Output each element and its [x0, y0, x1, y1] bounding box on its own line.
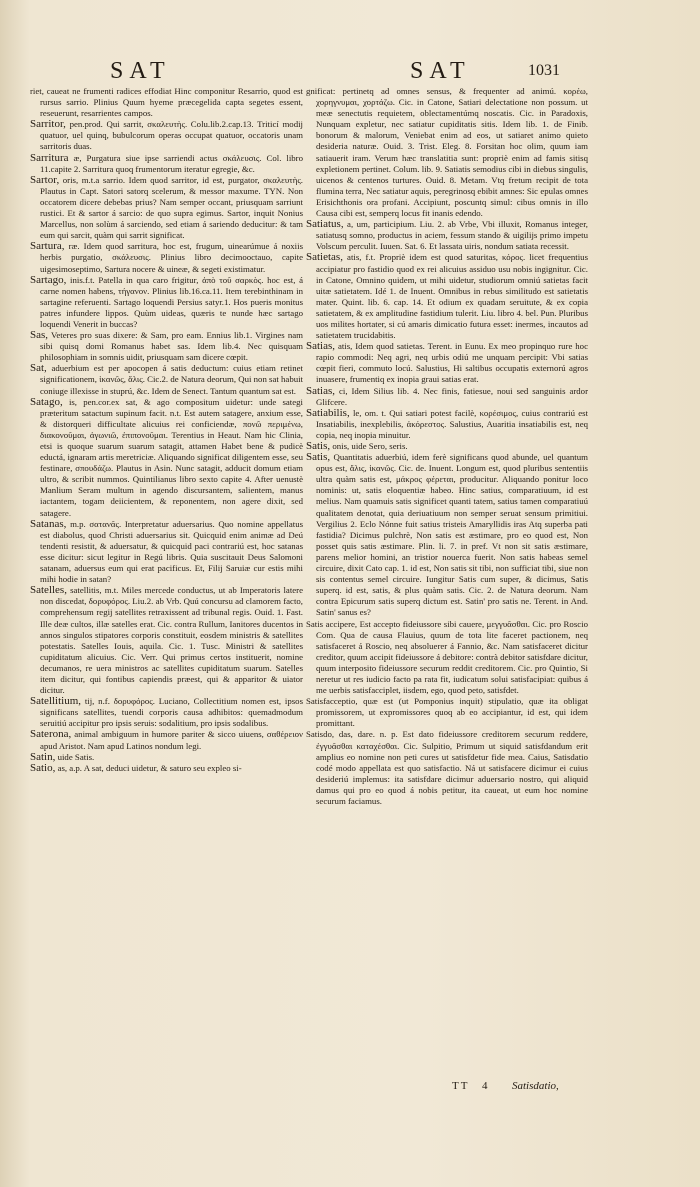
entry-text: atis, f.t. Propriè idem est quod saturitas, κόρος. licet frequentius accipiatur pro fastidio quod ex rei alicuius assiduo usu nobis ingignitur. Cic. in Catone, Omnino quidem, ut mihi uidetur, studiorum omniú satietas facit uitæ satietatem. Idé 1. de Inuent. Omnibus in rebus similitudo est satietatis mater. Quint. lib. 6. cap. 14. Et odium ex quadam seruitute, & ex copia satietatem, & ex amplitudine fastidium tulerit. Liu. libro 4. bel. Pun. Pluribus uos milites hortater, si cú amaris dimicatio futura esset: inermes, incautos ad satietatem trucidabitis. — [316, 252, 589, 341]
entry-text: is, pen.cor.ex sat, & ago compositum uidetur: unde sategi præteritum satactum supinum facit. n.t. Est autem satagere, anxium esse, & distorqueri difficultate alicuius rei conficiendæ, πονῶ περιμένω, διακονοῦμαι, ἀγωνιῶ, ἐπιπονοῦμαι. Terentius in Heaut. Nam hic Clinia, etsi is quoque suarum suarum satagit, attamen Habet bene & pudicè eductá, ignaram artis meretriciæ. Aliquando significat diligentem esse, seu festinare, σπουδάζω. Plautus in Asin. Nunc satagit, adducit domum etiam ultro, & scribit nummos. Quintilianus libro sexto capite 4. After uenustè Manlium Seram multum in agendo discursantem, salientem, manus iactantem, togam deiicientem, & reponentem, non agere dixit, sed satagere. — [40, 396, 303, 518]
entry-text: oris, m.t.a sarrio. Idem quod sarritor, id est, purgator, σκαλευτὴς. Plautus in Capt. Satori satorq scelerum, & messor maxume. TYN. Non occatorem dicere debebas prius? Nam semper occant, priusquam sarriunt rustici. Et & sartor á sarcio: de quo supra egimus. Sartor, inquit Nonius Marcellus, non solùm á sarciendo, sed etiam á sariendo deducitur: & tam eum qui sarcit, quàm qui sarrit significat. — [40, 174, 303, 241]
dictionary-entry — [30, 330, 303, 363]
entry-text: gnificat: pertinetq ad omnes sensus, & frequenter ad animú. κορέω, χορηγνυμαι, χορτάζω. Cic. in Catone, Satiari delectatione non possum. ut meæ senectutis requietem, oblectamentúmq noscatis. Cic. in Paradoxis, Nunquam expletur, nec satiatur cupiditatis sitis. Idem lib. 1. de Finib. bonorum & malorum, Veniebat enim ad eos, ut satiaret animo quieto desideria naturæ. Ouid. 3. Trist. Eleg. 8. Forsitan hoc olim, quum iam satiauerit iram. Verum hæc translatitia sunt: propriè enim ad famis sitisq expletionem pertinet. Colum. lib. 9. Satiatis semodius cibi in diebus singulis, uicenos & centenos turtures. Ouid. 8. Metam. Vtq fretum recipit de tota flumina terra, Nec satiatur aquis, peregrinosq ebibit amnes: Sic epulas omnes Erisichthonis ora profani. Accipiunt, poscuntq simul: cibus omnis in illo Causa cibi est, semperq locus fit inanis edendo. — [306, 86, 588, 219]
dictionary-entry — [30, 241, 303, 274]
dictionary-entry — [30, 86, 303, 119]
dictionary-entry — [30, 696, 303, 729]
page-number: 1031 — [528, 62, 560, 79]
entry-headword: Satis, — [306, 440, 331, 452]
entry-text: æ, Purgatura siue ipse sarriendi actus σκάλευσις. Col. libro 11.capite 2. Sarritura quoq frumentorum iteratur egregie, &c. — [40, 152, 304, 174]
dictionary-entry — [306, 86, 588, 219]
entry-text: Satisfacceptio, quæ est (ut Pomponius inquit) stipulatio, quæ ita obligat promissorem, ut expromissores quoq ab eo accipiantur, id est, qui idem promittant. — [306, 696, 588, 729]
dictionary-entry — [306, 252, 588, 341]
entry-text: inis.f.t. Patella in qua caro frigitur, ἀπὸ τοῦ σαρκὸς. hoc est, á carne nomen habens, τήγανον. Plinius lib.16.ca.11. Item terebinthinam in sartagine referuenti. Sartago loquendi Persius satyr.1. Hos pueris monitus patres infundere lippos. Quùm uideas, quæris te nunde hæc sartago loquendi Venerit in buccas? — [40, 274, 303, 329]
dictionary-entry — [306, 341, 588, 385]
entry-text: a, um, participium. Liu. 2. ab Vrbe, Vbi illuxit, Romanus integer, satiatusq somno, productus in aciem, fessum stando & uigilijs primo impetu Volscum perculit. Iuuen. Sat. 6. Et lassata uiris, nondum satiata recessit. — [316, 219, 588, 252]
entry-headword: Satiabilis, — [306, 406, 350, 419]
entry-text: riet, caueat ne frumenti radices effodiat Hinc componitur Resarrio, quod est rursus sarrio. Plinius Quum hyeme præcegelida capta segetes essent, reseuerunt, resarrientes campos. — [30, 86, 303, 119]
entry-headword: Sartago, — [30, 273, 67, 286]
entry-text: atis, Idem quod satietas. Terent. in Eunu. Ex meo propinquo rure hoc rapio commodi: Neq agri, neq urbis odiú me unquam percipit: Vbi satias cœpit fieri, commuto locú. Salustius, Hi saltibus occupatis externorú agros inuasere, frumentiq ex inopia graui satias erat. — [316, 341, 588, 385]
entry-headword: Sartura, — [30, 240, 65, 253]
entry-headword: Sat, — [30, 362, 47, 375]
entry-text: Satisdo, das, dare. n. p. Est dato fideiussore creditorem securum reddere, ἐγγυᾶσθαι καταχέσθαι. Cic. Sulpitio, Primum ut siquid satisfdandum erit amplius eo nomine non peti cures ut satisfdetur fide mea. Caius, Satisdatio codé modo appellata est quo satisfactio. Ná ut satisfacere dicimur ei cuius desideriú implemus: ita satisfdare dicimur aduersario nostro, qui aliquid damus qui pro eo quod á nobis petitur, ita caueat, ut eum hoc nomine securum faciamus. — [306, 729, 588, 806]
entry-text: Veteres pro suas dixere: & Sam, pro eam. Ennius lib.1. Virgines nam sibi quisq domi Romanus habet sas. Idem lib.4. Nec quisquam philosophiam in somnis uidit, priusquam sam dicere cœpit. — [40, 330, 303, 363]
entry-text: ræ. Idem quod sarritura, hoc est, frugum, uinearúmue á noxiis herbis purgatio, σκάλευσις. Plinius libro decimooctauo, capite uigesimoseptimo, Sartura nocere & uineæ, & segeti existimatur. — [40, 241, 303, 274]
dictionary-entry — [30, 763, 303, 774]
entry-headword: Satiatus, — [306, 218, 344, 231]
dictionary-entry — [30, 363, 303, 396]
dictionary-entry — [306, 441, 588, 452]
entry-text: Satis accipere, Est accepto fideiussore sibi cauere, μεγγυᾶσθαι. Cic. pro Roscio Com. Qua de causa Flauius, quum de tota lite faceret pactionem, neq satisfaceret á Roscio, neq absoluerer á Fannio, &c. Nam satisfaceret dicitur creditor, quum accipit fideiussore á debitore: contrà debitor satisfdare dicitur, quum interposito fideiussore securum reddit creditorem. Cic. pro Quintio, Si neretur ut res iudicio facto pa rata fit, iudicatum solui satisfacipiat: quibus á me uerbis satisfacciplet, iisdem, ego, quod peto, satisfdet. — [306, 618, 588, 696]
entry-text: m.p. σατανᾶς. Interpretatur aduersarius. Quo nomine appellatus est diabolus, quod Christi aduersarius sit. Quicquid enim animæ ad Deú tendenti resistit, & aduersatur, & quicquid paci contrariú est, hoc satanas esse dicitur: sicut legitur in Regú libris. Quia suscitauit Deus Salomoni satanam, aduersus eum qui erat pacificus. Et, Filij Saruiæ cur estis mihi mihi hodie in satan? — [40, 518, 304, 585]
dictionary-entry — [30, 397, 303, 519]
entry-headword: Satellitium, — [30, 695, 82, 708]
dictionary-entry — [30, 119, 303, 152]
dictionary-entry — [30, 275, 303, 330]
entry-headword: Satis, — [306, 451, 331, 464]
entry-text: Quantitatis aduerbiú, idem ferè significans quod abunde, uel quantum opus est, ἅλις, ἱκανῶς. Cic. de. Inuent. Longum est, quod pluribus sententiis ultra quàm satis est, μάκρος φέρεται, producitur. Aliquando ponitur loco nominis: ut, satis eloquentiæ habeo. Hinc satius, comparatiuum, id est melius. Nam quamuis satis significet quanti tatem, satius tamen comparatiuú qualitatem denotat, quia deriuatiuum non semper seruat sensum primitiui. Vergilius 2. Eclo Nónne fuit satius tristeis Amaryllidis iras Atq superba pati fastidia? Dicimus pulchrè, Non satis est æstimare, pro eo quod est, Non posset quis satis æstimare. Plin. li. 7. in pref. Vt non sit satis æstimare, parens melior homini, an tristior nouerca fuerit. Non satis habeas semel circuire, dixit Cato cap. 1. id est, Non satis sit tibi, non sufficiat tibi, siue non sis contentus semel circuire. Iungitur Satis cum super, & dicimus, Satis superq. id est, satis, & plus quàm satis. Cic. 2. de Natura deorum. Nam contra Epicurum satis superq dictum est. Satin' pro satis ne. Terent. in And. Satin' sanus es? — [316, 452, 588, 618]
signature-mark: TT — [452, 1080, 470, 1092]
dictionary-entry — [30, 752, 303, 763]
left-running-head: SAT — [110, 58, 171, 84]
entry-headword: Satelles, — [30, 584, 67, 597]
entry-text: uide Satis. — [57, 751, 95, 762]
entry-headword: Saterona, — [30, 728, 72, 741]
entry-headword: Satio, — [30, 761, 56, 774]
entry-text: aduerbium est per apocopen á satis deductum: cuius etiam retinet significationem, ἱκανῶς, ἅλις. Cic.2. de Natura deorum, Qui non sat habuit coniuge illexisse in stuprú, &c. Idem de Senect. Tantum quantum sat est. — [40, 363, 303, 396]
left-column — [30, 86, 303, 774]
entry-headword: Satias, — [306, 340, 336, 353]
entry-headword: Sas, — [30, 329, 49, 342]
signature-number: 4 — [482, 1080, 488, 1092]
right-running-head: SAT — [410, 58, 471, 84]
catchword: Satisdatio, — [512, 1080, 559, 1092]
entry-text: tij, n.f. δορυφόρος. Luciano, Collectitium nomen est, ipsos significans satellites, tuendi corporis causa adhibitos: quemadmodum seruitiú accipitur pro ipsis seruis: sodalitium, pro ipsis sodalibus. — [40, 696, 303, 729]
entry-headword: Sarritor, — [30, 118, 66, 131]
dictionary-entry — [306, 619, 588, 697]
right-column — [306, 86, 588, 807]
entry-text: satellitis, m.t. Miles mercede conductus, ut ab Imperatoris latere non discedat, δορυφόρος. Liu.2. ab Vrb. Quú concursu ad clamorem facto, comprehensum regij satellites retraxissent ad tribunal regis. Ouid. 1. Fast. Ille deæ cultos, illæ satelles erat. Cic. contra Rullum, Ianitores ducentos in annos singulos stipatores corporis constituit, eosdem ministris & satellites potestatis. Satelles Iouis, aquila. Cic. 1. Tusc. Ministri & satellites cupiditatum alicuius. Cic. Verr. Qui primus certos instituerit, nomine decumanos, re uera ministros ac satellites cupiditatum suarum. Satelles item dicitur, qui fontibus capiendis præest, qui & apparitor & uiator dicitur. — [40, 585, 304, 696]
entry-headword: Satias, — [306, 384, 336, 397]
dictionary-entry — [306, 386, 588, 408]
dictionary-entry — [306, 696, 588, 729]
entry-headword: Satin, — [30, 750, 56, 763]
dictionary-entry — [306, 408, 588, 441]
dictionary-entry — [30, 585, 303, 696]
entry-text: onis, uide Sero, seris. — [332, 441, 408, 451]
entry-text: as, a.p. A sat, deduci uidetur, & saturo seu expleo si- — [57, 762, 242, 773]
entry-text: ci, Idem Silius lib. 4. Nec finis, fatiesue, noui sed sanguinis ardor Glifcere. — [316, 385, 589, 407]
dictionary-entry — [306, 729, 588, 807]
dictionary-entry — [306, 452, 588, 618]
page-footer — [380, 1080, 620, 1100]
dictionary-entry — [306, 219, 588, 252]
entry-headword: Sarritura — [30, 151, 69, 164]
dictionary-entry — [30, 153, 303, 175]
dictionary-entry — [30, 175, 303, 242]
entry-headword: Satanas, — [30, 517, 67, 530]
dictionary-entry — [30, 729, 303, 751]
entry-text: pen.prod. Qui sarrit, σκαλευτὴς. Colu.lib.2.cap.13. Triticí modij quatuor, uel quinq, bubulcorum operas occupat quatuor, occatoris unam sarritoris duas. — [40, 119, 303, 152]
entry-headword: Satietas, — [306, 251, 343, 264]
entry-headword: Sartor, — [30, 173, 60, 186]
entry-headword: Satago, — [30, 395, 63, 408]
entry-text: le, om. t. Qui satiari potest facilè, κορέσιμος, cuius contrariú est Insatiabilis, inexplebilis, ἀκόρεστος. Salustius, Auaritia insatiabilis est, neq copia, neq inopia minuitur. — [316, 407, 588, 440]
dictionary-entry — [30, 519, 303, 586]
entry-text: animal ambiguum in humore pariter & sicco uiuens, σαθέρειον apud Aristot. Nam apud Latinos nondum legi. — [40, 729, 304, 751]
